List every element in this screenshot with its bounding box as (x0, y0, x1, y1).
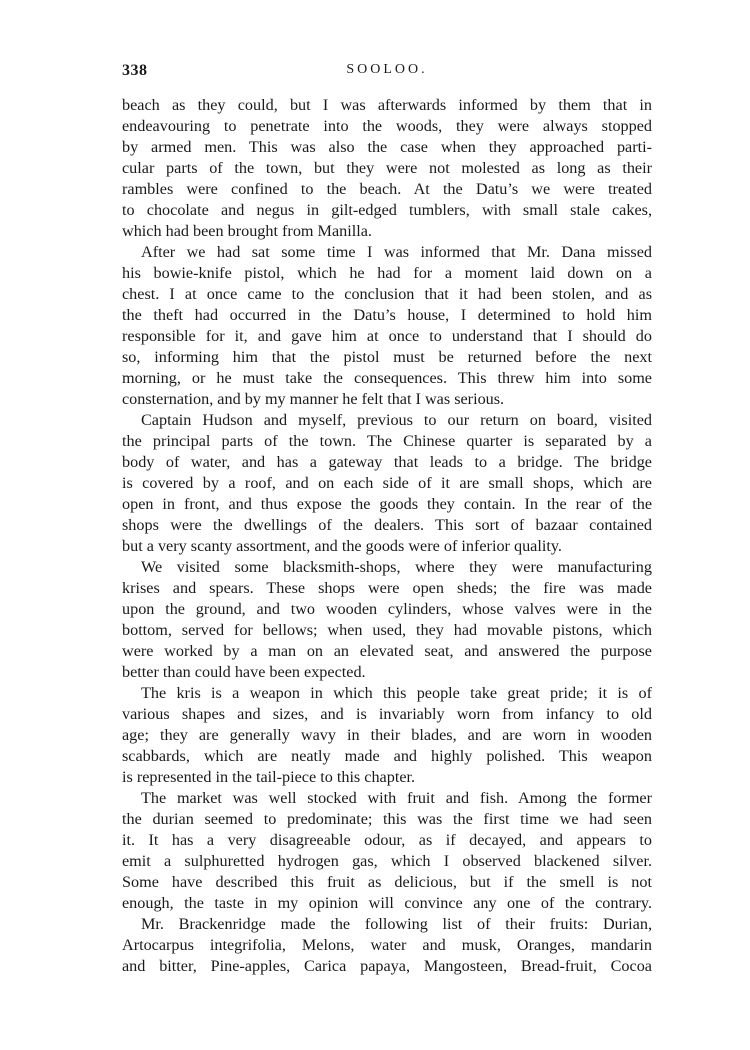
body-text (122, 95, 652, 977)
text-line: rambles were confined to the beach. At the Datu’s we were treated (122, 180, 652, 198)
text-line: morning, or he must take the consequences. This threw him into some (122, 369, 652, 387)
text-line: is covered by a roof, and on each side of it are small shops, which are (122, 474, 652, 492)
text-line: cular parts of the town, but they were not molested as long as their (122, 159, 652, 177)
text-line: consternation, and by my manner he felt that I was serious. (122, 390, 505, 408)
text-line: better than could have been expected. (122, 663, 366, 681)
text-line: which had been brought from Manilla. (122, 222, 372, 240)
text-line: The kris is a weapon in which this people take great pride; it is of (141, 684, 652, 702)
text-line: the theft had occurred in the Datu’s house, I determined to hold him (122, 306, 652, 324)
text-line: Artocarpus integrifolia, Melons, water and musk, Oranges, mandarin (122, 936, 652, 954)
text-line: We visited some blacksmith-shops, where they were manufacturing (141, 558, 652, 576)
text-line: beach as they could, but I was afterwards informed by them that in (122, 96, 652, 114)
text-line: age; they are generally wavy in their blades, and are worn in wooden (122, 726, 652, 744)
running-title: SOOLOO. (346, 62, 428, 77)
text-line: open in front, and thus expose the goods they contain. In the rear of the (122, 495, 652, 513)
text-line: endeavouring to penetrate into the woods, they were always stopped (122, 117, 652, 135)
text-line: enough, the taste in my opinion will convince any one of the contrary. (122, 894, 652, 912)
text-line: scabbards, which are neatly made and highly polished. This weapon (122, 747, 652, 765)
text-line: his bowie-knife pistol, which he had for a moment laid down on a (122, 264, 652, 282)
text-line: the principal parts of the town. The Chinese quarter is separated by a (122, 432, 652, 450)
text-line: chest. I at once came to the conclusion that it had been stolen, and as (122, 285, 652, 303)
page-header (122, 58, 652, 88)
text-line: by armed men. This was also the case when they approached parti- (122, 138, 652, 156)
text-line: After we had sat some time I was informed that Mr. Dana missed (141, 243, 652, 261)
text-line: upon the ground, and two wooden cylinders, whose valves were in the (122, 600, 652, 618)
page-number: 338 (122, 62, 148, 79)
text-line: emit a sulphuretted hydrogen gas, which I observed blackened silver. (122, 852, 652, 870)
text-line: Mr. Brackenridge made the following list of their fruits: Durian, (141, 915, 652, 933)
text-line: shops were the dwellings of the dealers. This sort of bazaar contained (122, 516, 652, 534)
text-line: bottom, served for bellows; when used, they had movable pistons, which (122, 621, 652, 639)
text-line: to chocolate and negus in gilt-edged tumblers, with small stale cakes, (122, 201, 652, 219)
text-line: Some have described this fruit as delicious, but if the smell is not (122, 873, 652, 891)
text-line: so, informing him that the pistol must be returned before the next (122, 348, 652, 366)
text-line: but a very scanty assortment, and the goods were of inferior quality. (122, 537, 562, 555)
text-line: were worked by a man on an elevated seat, and answered the purpose (122, 642, 652, 660)
text-line: The market was well stocked with fruit and fish. Among the former (141, 789, 652, 807)
text-line: body of water, and has a gateway that leads to a bridge. The bridge (122, 453, 652, 471)
text-line: responsible for it, and gave him at once to understand that I should do (122, 327, 652, 345)
text-line: and bitter, Pine-apples, Carica papaya, Mangosteen, Bread-fruit, Cocoa (122, 957, 652, 975)
text-line: is represented in the tail-piece to this chapter. (122, 768, 416, 786)
text-line: the durian seemed to predominate; this was the first time we had seen (122, 810, 652, 828)
text-line: krises and spears. These shops were open sheds; the fire was made (122, 579, 652, 597)
text-line: Captain Hudson and myself, previous to our return on board, visited (141, 411, 652, 429)
text-line: various shapes and sizes, and is invariably worn from infancy to old (122, 705, 652, 723)
text-line: it. It has a very disagreeable odour, as if decayed, and appears to (122, 831, 652, 849)
